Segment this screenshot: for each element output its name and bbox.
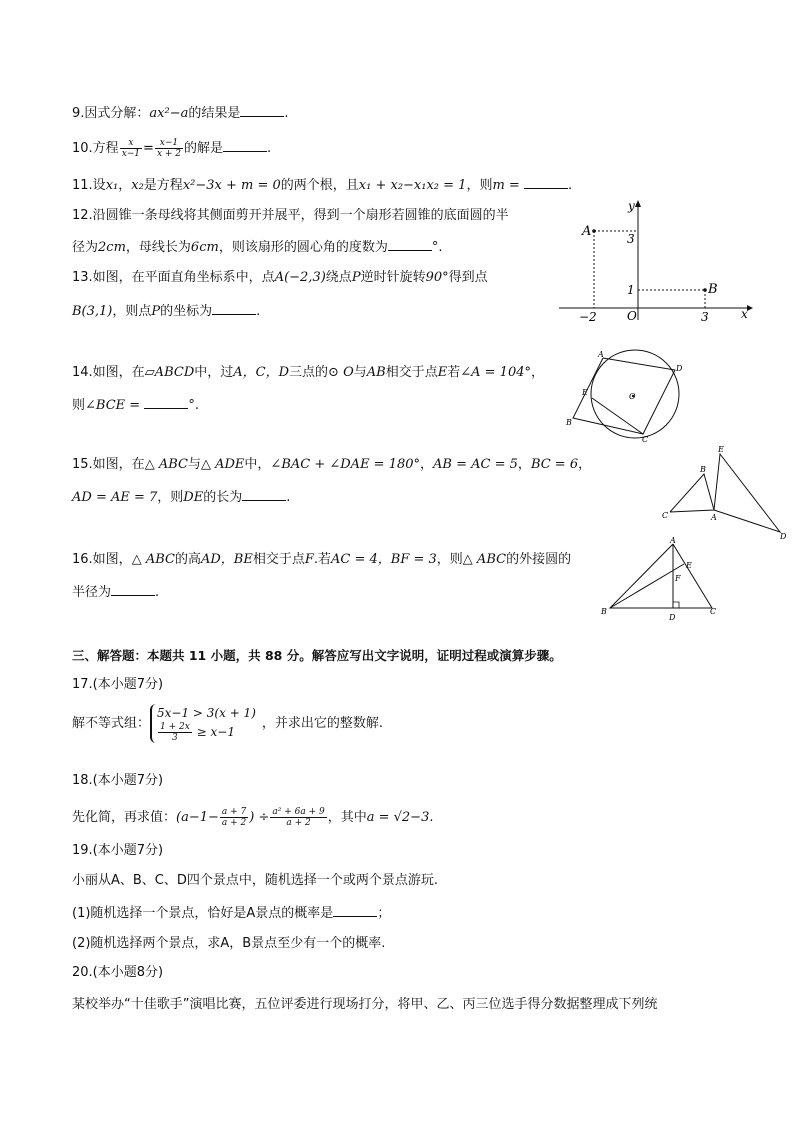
right-angle-mark [673, 602, 679, 608]
q19-end: ； [377, 906, 391, 921]
label-d: D [780, 532, 787, 541]
inequality-2: ≥ x−1 [196, 725, 235, 739]
label-b: B [700, 465, 706, 474]
denominator: a + 2 [221, 818, 247, 828]
q11-end: . [567, 178, 573, 193]
q16-text: 16.如图， [72, 552, 132, 567]
triangle-ade [714, 454, 780, 532]
q11-x1: x₁ [105, 178, 119, 193]
q16-triangle: △ ABC [462, 552, 507, 567]
figure-15-two-triangles [658, 440, 794, 542]
q19-line-3: (2)随机选择两个景点，求A，B景点至少有一个的概率. [72, 936, 386, 951]
answer-blank [111, 583, 155, 596]
q15-text: 的长为 [203, 490, 243, 505]
q15-triangle-ade: △ ADE [200, 457, 245, 472]
q16-triangle: △ ABC [131, 552, 175, 567]
x-label: x [741, 307, 748, 321]
label-f: F [675, 574, 681, 583]
q12-text: 12.沿圆锥一条母线将其侧面剪开并展平，得到一个扇形若圆锥的底面圆的半 [72, 208, 509, 223]
q13-line-2 [72, 302, 260, 321]
figure-16-triangle-altitudes [596, 536, 726, 626]
label-o: O [629, 392, 636, 401]
q18-fraction-1 [220, 807, 248, 828]
label-d: D [669, 613, 676, 622]
answer-blank [144, 396, 188, 409]
q13-text: ，则点 [112, 304, 152, 319]
q16-f: F [304, 552, 314, 567]
inequality-system [150, 704, 256, 743]
q15-text: 与 [187, 457, 201, 472]
q11-condition: x₁ + x₂−x₁x₂ = 1 [358, 178, 467, 193]
q18-value: a = √2−3 [366, 810, 430, 825]
q18-fraction-2 [270, 807, 326, 828]
q17-fraction [158, 722, 192, 743]
label-origin: O [627, 309, 637, 323]
q14-text: 与 [353, 365, 367, 380]
q15-text: ，则 [157, 490, 184, 505]
answer-blank [240, 104, 284, 117]
denominator: x−1 [121, 149, 141, 159]
q19-line-1: 小丽从A、B、C、D四个景点中，随机选择一个或两个景点游玩. [72, 873, 439, 888]
q15-text: 15.如图，在 [72, 457, 145, 472]
q10-fraction-1 [120, 138, 142, 159]
q13-point-a: A(−2,3) [274, 270, 326, 285]
answer-blank [242, 488, 286, 501]
q10-fraction-2 [155, 138, 183, 159]
q19-line-2 [72, 904, 390, 923]
q20-line-1: 某校举办“十佳歌手”演唱比赛，五位评委进行现场打分，将甲、乙、丙三位选手得分数据整理成下列统 [72, 997, 658, 1012]
q10-prefix: 10.方程 [72, 141, 119, 156]
tick-neg-2: −2 [579, 310, 597, 324]
label-a: A [598, 350, 604, 359]
q18-heading: 18.(本小题7分) [72, 773, 164, 788]
label-d: D [676, 364, 683, 373]
q10-end: . [267, 141, 272, 156]
equals: = [143, 141, 154, 156]
q13-point-b: B(3,1) [72, 304, 113, 319]
q15-line-1 [72, 456, 591, 474]
q17-text: 解不等式组： [72, 716, 151, 731]
q12-text: ，母线长为 [125, 240, 191, 255]
q11-text-2: 的两个根，且 [280, 178, 359, 193]
q18-end: . [429, 810, 434, 825]
q16-text: ，则 [436, 552, 463, 567]
tick-3-x: 3 [701, 310, 709, 324]
q18-expression: ) ÷ [249, 810, 270, 825]
q13-line-1 [72, 269, 488, 287]
figure-13-coordinate-plane [555, 195, 755, 325]
inequality-1: 5x−1 > 3(x + 1) [157, 706, 256, 720]
q16-text: 半径为 [72, 585, 112, 600]
q11-text-3: ，则 [466, 178, 493, 193]
q15-condition-4: AD = AE = 7 [72, 490, 158, 505]
q15-line-2 [72, 488, 290, 507]
q14-text: 若 [447, 365, 461, 380]
y-axis-arrow [635, 200, 641, 207]
q16-text: .若 [313, 552, 332, 567]
q19-heading: 19.(本小题7分) [72, 843, 164, 858]
label-b: B [708, 282, 718, 297]
numerator: 1 + 2x [160, 722, 190, 732]
label-c: C [642, 435, 649, 444]
q13-text: 绕点 [325, 270, 352, 285]
triangle-abc [670, 474, 714, 512]
label-a: A [711, 513, 717, 522]
q13-point-p: P [151, 304, 161, 319]
q11-x2: x₂ [131, 178, 144, 193]
q13-point-p: P [351, 270, 361, 285]
q14-end: °. [188, 398, 199, 413]
y-label: y [628, 199, 635, 213]
point-b [703, 288, 707, 292]
separator: ， [420, 457, 434, 472]
q15-de: DE [183, 490, 204, 505]
q14-angle-bce: ∠BCE = [85, 398, 141, 413]
q18-text: 先化简，再求值： [72, 810, 177, 825]
q14-text: 则 [72, 398, 86, 413]
parallelogram [573, 358, 675, 434]
q16-altitudes: AD，BE [200, 552, 253, 567]
separator: ， [118, 178, 132, 193]
q9-expression: ax²−a [149, 106, 189, 121]
q11-equation: x²−3x + m = 0 [182, 178, 281, 193]
q9-prefix: 9.因式分解： [72, 106, 150, 121]
q14-angle-a: ∠A = 104° [460, 365, 531, 380]
q17-text: ，并求出它的整数解. [261, 716, 384, 731]
numerator: x−1 [155, 138, 183, 149]
answer-blank [524, 176, 568, 189]
q19-text: (1)随机选择一个景点，恰好是A景点的概率是 [72, 906, 334, 921]
answer-blank [223, 139, 267, 152]
q16-end: . [155, 585, 160, 600]
q10 [72, 138, 271, 159]
figure-14-circle-parallelogram [563, 346, 693, 446]
q11-text: 是方程 [143, 178, 183, 193]
q12-slant: 6cm [190, 240, 219, 255]
denominator: a + 2 [286, 818, 311, 828]
q15-condition-1: ∠BAC + ∠DAE = 180° [270, 457, 421, 472]
q14-text: 14.如图，在 [72, 365, 145, 380]
q14-e: E [437, 365, 448, 380]
q13-text: 的坐标为 [160, 304, 213, 319]
section-3-heading: 三、解答题：本题共 11 小题，共 88 分。解答应写出文字说明，证明过程或演算步骤。 [72, 648, 562, 663]
q16-text: 的高 [174, 552, 201, 567]
q12-end: °. [431, 240, 443, 255]
q9-end: . [284, 106, 289, 121]
q15-condition-2: AB = AC = 5 [433, 457, 518, 472]
q14-ab: AB [366, 365, 386, 380]
label-c: C [662, 511, 669, 520]
numerator: x [120, 138, 142, 149]
q14-points: A，C，D [233, 365, 290, 380]
q13-text: 得到点 [448, 270, 488, 285]
q13-text: 逆时针旋转 [360, 270, 426, 285]
q12-text: ，则该扇形的圆心角的度数为 [218, 240, 388, 255]
q11 [72, 176, 572, 195]
x-axis-arrow [747, 305, 753, 311]
q16-line-2 [72, 583, 159, 602]
q9 [72, 104, 289, 123]
q15-triangle-abc: △ ABC [144, 457, 188, 472]
answer-blank [212, 302, 256, 315]
q20-heading: 20.(本小题8分) [72, 965, 164, 980]
q14-text: 中，过 [194, 365, 234, 380]
label-c: C [710, 607, 717, 616]
q12-line-2 [72, 238, 442, 257]
q16-text: 的外接圆的 [506, 552, 572, 567]
q18-text: ，其中 [327, 810, 367, 825]
label-b: B [566, 418, 572, 427]
q16-text: 相交于点 [252, 552, 305, 567]
q12-text: 径为 [72, 240, 99, 255]
tick-3: 3 [627, 232, 635, 246]
q18-expression: (a−1− [176, 810, 219, 825]
label-e: E [582, 388, 588, 397]
q14-line-2 [72, 396, 199, 415]
label-b: B [601, 607, 607, 616]
q14-circle: ⊙ O [328, 365, 354, 380]
answer-blank [333, 904, 377, 917]
q14-line-1 [72, 364, 544, 382]
q12-line-1 [72, 207, 509, 225]
q15-end: . [286, 490, 291, 505]
separator: ， [517, 457, 531, 472]
numerator: a + 7 [221, 807, 247, 817]
q14-text: ， [531, 365, 545, 380]
q16-line-1 [72, 551, 571, 569]
label-e: E [718, 445, 724, 454]
q14-text: 相交于点 [385, 365, 438, 380]
q17-heading: 17.(本小题7分) [72, 677, 164, 692]
denominator: 3 [172, 733, 178, 743]
point-a [592, 229, 596, 233]
q12-radius: 2cm [98, 240, 126, 255]
q10-text: 的解是 [184, 141, 224, 156]
numerator: a² + 6a + 9 [272, 807, 325, 817]
q16-conditions: AC = 4，BF = 3 [331, 552, 437, 567]
q14-parallelogram: ▱ABCD [144, 365, 195, 380]
q11-m: m = [492, 178, 520, 193]
q11-prefix: 11.设 [72, 178, 106, 193]
q17-body [72, 704, 383, 744]
q15-text: 中， [244, 457, 271, 472]
tick-1: 1 [627, 283, 635, 297]
label-a: A [582, 224, 592, 239]
separator: ， [578, 457, 592, 472]
q13-text: 13.如图，在平面直角坐标系中，点 [72, 270, 275, 285]
q13-angle: 90° [425, 270, 449, 285]
q9-text: 的结果是 [188, 106, 241, 121]
q15-condition-3: BC = 6 [530, 457, 579, 472]
label-e: E [686, 561, 692, 570]
label-a: A [670, 536, 676, 545]
q14-text: 三点的 [289, 365, 329, 380]
answer-blank [388, 238, 432, 251]
q13-end: . [256, 304, 261, 319]
denominator: x + 2 [156, 149, 182, 159]
q18-body [72, 806, 434, 830]
